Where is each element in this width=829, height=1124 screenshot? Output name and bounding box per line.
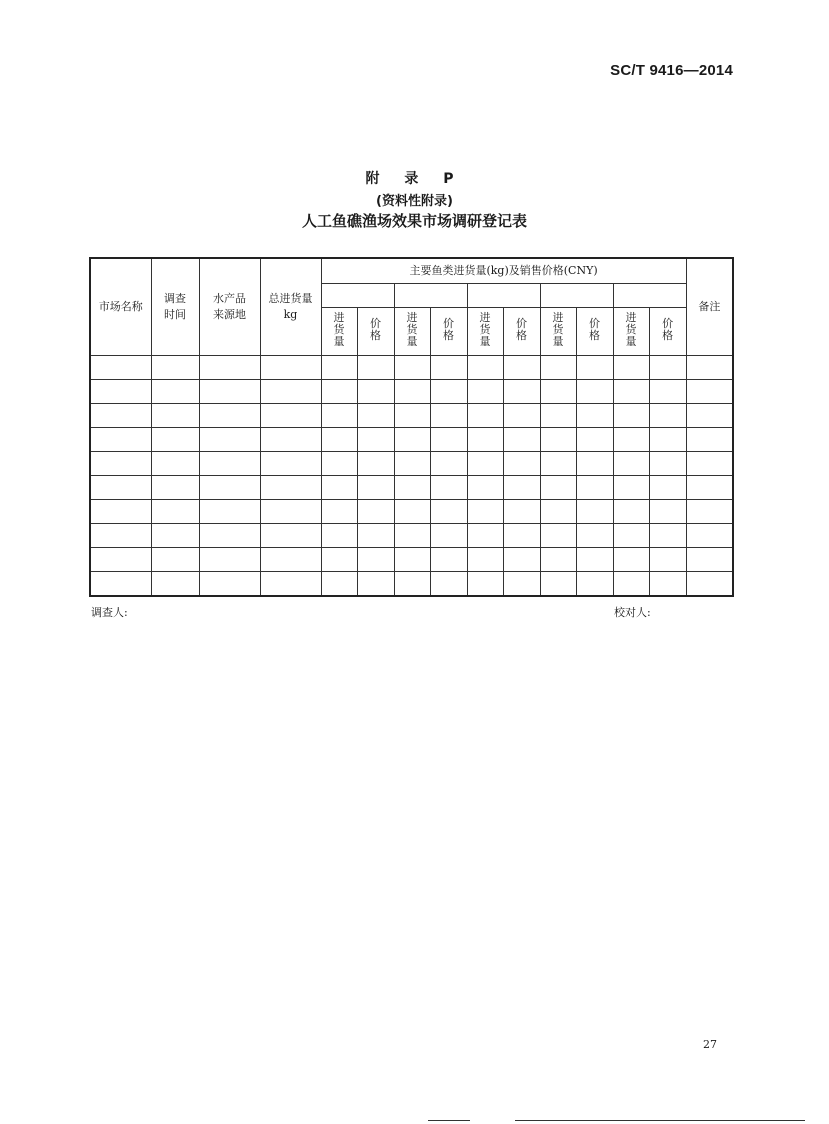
header-market-name: 市场名称 [90, 258, 151, 355]
entry-cell[interactable] [321, 524, 357, 548]
entry-cell[interactable] [430, 572, 467, 596]
entry-cell[interactable] [199, 427, 260, 451]
entry-cell[interactable] [503, 403, 540, 427]
entry-cell[interactable] [90, 452, 151, 476]
standard-code: SC/T 9416—2014 [610, 62, 733, 79]
entry-cell[interactable] [394, 355, 430, 379]
header-quantity-text: 进货量 [333, 311, 345, 349]
table-row [90, 403, 733, 427]
entry-cell[interactable] [394, 500, 430, 524]
checker-label: 校对人: [614, 606, 651, 619]
entry-cell[interactable] [321, 548, 357, 572]
entry-cell[interactable] [613, 572, 649, 596]
entry-cell[interactable] [357, 500, 394, 524]
entry-cell[interactable] [686, 355, 733, 379]
entry-cell[interactable] [430, 476, 467, 500]
entry-cell[interactable] [151, 403, 199, 427]
header-product-origin-text: 水产品 来源地 [213, 291, 246, 321]
entry-cell[interactable] [613, 452, 649, 476]
table-row [90, 548, 733, 572]
entry-cell[interactable] [613, 500, 649, 524]
entry-cell[interactable] [151, 500, 199, 524]
header-price [503, 307, 540, 355]
entry-cell[interactable] [503, 379, 540, 403]
entry-cell[interactable] [151, 427, 199, 451]
header-remark: 备注 [686, 258, 733, 355]
header-quantity [613, 307, 649, 355]
entry-cell[interactable] [357, 524, 394, 548]
header-total-quantity-text: 总进货量 kg [268, 291, 313, 321]
entry-cell[interactable] [503, 427, 540, 451]
entry-cell[interactable] [430, 403, 467, 427]
table-row [90, 572, 733, 596]
table-row [90, 524, 733, 548]
entry-cell[interactable] [540, 548, 576, 572]
entry-cell[interactable] [357, 476, 394, 500]
entry-cell[interactable] [540, 403, 576, 427]
species-name-cell[interactable] [613, 283, 686, 307]
entry-cell[interactable] [151, 572, 199, 596]
entry-cell[interactable] [649, 355, 686, 379]
entry-cell[interactable] [394, 572, 430, 596]
entry-cell[interactable] [430, 355, 467, 379]
table-row [90, 355, 733, 379]
entry-cell[interactable] [394, 452, 430, 476]
entry-cell[interactable] [260, 427, 321, 451]
entry-cell[interactable] [540, 452, 576, 476]
entry-cell[interactable] [540, 572, 576, 596]
entry-cell[interactable] [576, 355, 613, 379]
entry-cell[interactable] [467, 403, 503, 427]
survey-register-table [89, 257, 734, 597]
entry-cell[interactable] [199, 548, 260, 572]
species-name-cell[interactable] [467, 283, 540, 307]
entry-cell[interactable] [576, 524, 613, 548]
entry-cell[interactable] [503, 500, 540, 524]
table-row [90, 476, 733, 500]
entry-cell[interactable] [649, 524, 686, 548]
table-row [90, 500, 733, 524]
entry-cell[interactable] [503, 548, 540, 572]
entry-cell[interactable] [540, 524, 576, 548]
entry-cell[interactable] [394, 427, 430, 451]
entry-cell[interactable] [467, 355, 503, 379]
entry-cell[interactable] [357, 379, 394, 403]
entry-cell[interactable] [503, 476, 540, 500]
entry-cell[interactable] [686, 403, 733, 427]
entry-cell[interactable] [686, 427, 733, 451]
entry-cell[interactable] [576, 427, 613, 451]
entry-cell[interactable] [90, 500, 151, 524]
entry-cell[interactable] [199, 476, 260, 500]
entry-cell[interactable] [151, 379, 199, 403]
entry-cell[interactable] [151, 452, 199, 476]
entry-cell[interactable] [260, 403, 321, 427]
entry-cell[interactable] [430, 524, 467, 548]
header-price [649, 307, 686, 355]
species-name-cell[interactable] [540, 283, 613, 307]
entry-cell[interactable] [503, 572, 540, 596]
entry-cell[interactable] [90, 427, 151, 451]
species-name-cell[interactable] [394, 283, 467, 307]
header-quantity-text: 进货量 [406, 311, 418, 349]
entry-cell[interactable] [686, 500, 733, 524]
entry-cell[interactable] [613, 548, 649, 572]
bottom-rule-right [515, 1120, 805, 1121]
header-survey-time [151, 258, 199, 355]
entry-cell[interactable] [151, 355, 199, 379]
investigator-label: 调查人: [91, 606, 128, 619]
entry-cell[interactable] [467, 379, 503, 403]
header-price-text: 价格 [662, 317, 674, 343]
entry-cell[interactable] [199, 379, 260, 403]
header-quantity [467, 307, 503, 355]
entry-cell[interactable] [260, 452, 321, 476]
entry-cell[interactable] [357, 427, 394, 451]
bottom-rule-left [428, 1120, 470, 1121]
entry-cell[interactable] [199, 403, 260, 427]
entry-cell[interactable] [430, 500, 467, 524]
header-quantity [540, 307, 576, 355]
entry-cell[interactable] [394, 548, 430, 572]
entry-cell[interactable] [686, 524, 733, 548]
entry-cell[interactable] [394, 379, 430, 403]
entry-cell[interactable] [467, 548, 503, 572]
entry-cell[interactable] [576, 403, 613, 427]
entry-cell[interactable] [613, 476, 649, 500]
entry-cell[interactable] [576, 572, 613, 596]
entry-cell[interactable] [260, 524, 321, 548]
entry-cell[interactable] [357, 452, 394, 476]
header-total-quantity [260, 258, 321, 355]
entry-cell[interactable] [649, 500, 686, 524]
entry-cell[interactable] [613, 355, 649, 379]
header-price-text: 价格 [589, 317, 600, 343]
entry-cell[interactable] [394, 403, 430, 427]
header-price-text: 价格 [443, 317, 454, 343]
header-price [430, 307, 467, 355]
entry-cell[interactable] [151, 476, 199, 500]
annex-label: 附 录 P [365, 171, 464, 187]
entry-cell[interactable] [467, 524, 503, 548]
entry-cell[interactable] [686, 476, 733, 500]
entry-cell[interactable] [321, 379, 357, 403]
page-number: 27 [703, 1038, 717, 1051]
header-price-text: 价格 [516, 317, 527, 343]
entry-cell[interactable] [260, 476, 321, 500]
entry-cell[interactable] [357, 548, 394, 572]
entry-cell[interactable] [503, 524, 540, 548]
entry-cell[interactable] [576, 452, 613, 476]
entry-cell[interactable] [90, 379, 151, 403]
header-price-text: 价格 [370, 317, 381, 343]
header-survey-time-text: 调查 时间 [164, 291, 186, 321]
entry-cell[interactable] [357, 572, 394, 596]
entry-cell[interactable] [357, 355, 394, 379]
header-quantity-text: 进货量 [552, 311, 564, 349]
entry-cell[interactable] [151, 548, 199, 572]
entry-cell[interactable] [503, 452, 540, 476]
entry-cell[interactable] [260, 355, 321, 379]
header-species-group: 主要鱼类进货量(kg)及销售价格(CNY) [321, 258, 686, 283]
form-title: 人工鱼礁渔场效果市场调研登记表 [301, 212, 527, 230]
entry-cell[interactable] [430, 452, 467, 476]
entry-cell[interactable] [613, 379, 649, 403]
table-row [90, 452, 733, 476]
entry-cell[interactable] [540, 500, 576, 524]
entry-cell[interactable] [260, 572, 321, 596]
species-name-cell[interactable] [321, 283, 394, 307]
entry-cell[interactable] [649, 403, 686, 427]
table-row [90, 427, 733, 451]
entry-cell[interactable] [321, 572, 357, 596]
entry-cell[interactable] [540, 355, 576, 379]
entry-cell[interactable] [613, 403, 649, 427]
entry-cell[interactable] [260, 379, 321, 403]
entry-cell[interactable] [576, 548, 613, 572]
entry-cell[interactable] [613, 524, 649, 548]
entry-cell[interactable] [649, 452, 686, 476]
entry-cell[interactable] [686, 452, 733, 476]
entry-cell[interactable] [90, 572, 151, 596]
entry-cell[interactable] [321, 403, 357, 427]
header-price [576, 307, 613, 355]
entry-cell[interactable] [199, 452, 260, 476]
entry-cell[interactable] [576, 379, 613, 403]
entry-cell[interactable] [151, 524, 199, 548]
annex-type: (资料性附录) [376, 194, 453, 209]
entry-cell[interactable] [199, 524, 260, 548]
entry-cell[interactable] [199, 500, 260, 524]
entry-cell[interactable] [540, 379, 576, 403]
entry-cell[interactable] [90, 476, 151, 500]
entry-cell[interactable] [90, 355, 151, 379]
entry-cell[interactable] [321, 427, 357, 451]
entry-cell[interactable] [394, 524, 430, 548]
entry-cell[interactable] [467, 572, 503, 596]
entry-cell[interactable] [357, 403, 394, 427]
entry-cell[interactable] [540, 427, 576, 451]
table-row [90, 379, 733, 403]
entry-cell[interactable] [321, 476, 357, 500]
entry-cell[interactable] [90, 548, 151, 572]
entry-cell[interactable] [686, 379, 733, 403]
header-quantity-text: 进货量 [479, 311, 491, 349]
entry-cell[interactable] [394, 476, 430, 500]
entry-cell[interactable] [467, 476, 503, 500]
entry-cell[interactable] [321, 500, 357, 524]
entry-cell[interactable] [686, 548, 733, 572]
entry-cell[interactable] [430, 427, 467, 451]
entry-cell[interactable] [90, 403, 151, 427]
entry-cell[interactable] [430, 548, 467, 572]
entry-cell[interactable] [576, 476, 613, 500]
header-quantity-text: 进货量 [625, 311, 637, 349]
entry-cell[interactable] [649, 476, 686, 500]
header-product-origin [199, 258, 260, 355]
entry-cell[interactable] [576, 500, 613, 524]
entry-cell[interactable] [649, 548, 686, 572]
entry-cell[interactable] [613, 427, 649, 451]
entry-cell[interactable] [199, 355, 260, 379]
entry-cell[interactable] [321, 452, 357, 476]
entry-cell[interactable] [430, 379, 467, 403]
entry-cell[interactable] [260, 500, 321, 524]
header-quantity [394, 307, 430, 355]
entry-cell[interactable] [649, 572, 686, 596]
entry-cell[interactable] [503, 355, 540, 379]
entry-cell[interactable] [467, 427, 503, 451]
entry-cell[interactable] [686, 572, 733, 596]
entry-cell[interactable] [467, 452, 503, 476]
entry-cell[interactable] [321, 355, 357, 379]
entry-cell[interactable] [199, 572, 260, 596]
entry-cell[interactable] [90, 524, 151, 548]
entry-cell[interactable] [540, 476, 576, 500]
entry-cell[interactable] [467, 500, 503, 524]
entry-cell[interactable] [649, 427, 686, 451]
header-quantity [321, 307, 357, 355]
entry-cell[interactable] [649, 379, 686, 403]
header-price [357, 307, 394, 355]
entry-cell[interactable] [260, 548, 321, 572]
